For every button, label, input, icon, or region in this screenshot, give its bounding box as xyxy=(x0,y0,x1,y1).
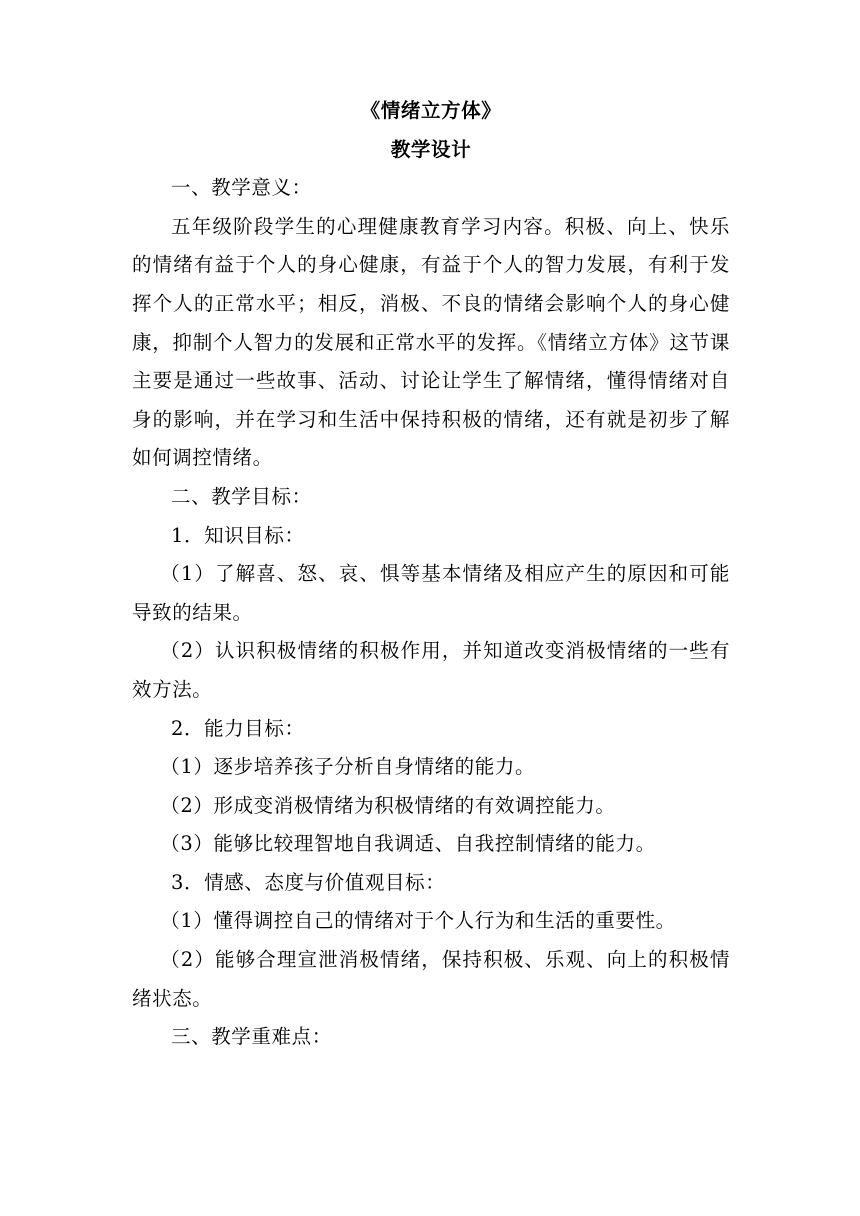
goal-knowledge-item-1: （1）了解喜、怒、哀、惧等基本情绪及相应产生的原因和可能导致的结果。 xyxy=(132,562,730,624)
goal-knowledge-heading: 1．知识目标： xyxy=(171,523,305,547)
goal-attitude-item-2: （2）能够合理宣泄消极情绪，保持积极、乐观、向上的积极情绪状态。 xyxy=(132,948,730,1010)
document-title: 《情绪立方体》 xyxy=(360,99,502,122)
document-subtitle: 教学设计 xyxy=(390,137,472,161)
goal-attitude-item-1: （1）懂得调控自己的情绪对于个人行为和生活的重要性。 xyxy=(160,909,676,933)
goal-ability-heading: 2．能力目标： xyxy=(171,716,305,740)
goal-attitude-heading: 3．情感、态度与价值观目标： xyxy=(171,870,446,894)
section-heading-meaning: 一、教学意义： xyxy=(171,176,312,200)
goal-ability-item-3: （3）能够比较理智地自我调适、自我控制情绪的能力。 xyxy=(160,832,656,856)
paragraph-meaning: 五年级阶段学生的心理健康教育学习内容。积极、向上、快乐的情绪有益于个人的身心健康，有益于个人的智力发展，有利于发挥个人的正常水平；相反，消极、不良的情绪会影响个人的身心健康，抑制个人智力的发展和正常水平的发挥。《情绪立方体》这节课主要是通过一些故事、活动、讨论让学生了解情绪，懂得情绪对自身的影响，并在学习和生活中保持积极的情绪，还有就是初步了解如何调控情绪。 xyxy=(132,214,730,470)
goal-ability-item-1: （1）逐步培养孩子分析自身情绪的能力。 xyxy=(160,755,536,779)
goal-knowledge-item-2: （2）认识积极情绪的积极作用，并知道改变消极情绪的一些有效方法。 xyxy=(132,639,730,701)
document-body xyxy=(132,92,730,1057)
section-heading-goals: 二、教学目标： xyxy=(171,484,312,508)
goal-ability-item-2: （2）形成变消极情绪为积极情绪的有效调控能力。 xyxy=(160,793,616,817)
section-heading-key-points: 三、教学重难点： xyxy=(171,1025,332,1049)
